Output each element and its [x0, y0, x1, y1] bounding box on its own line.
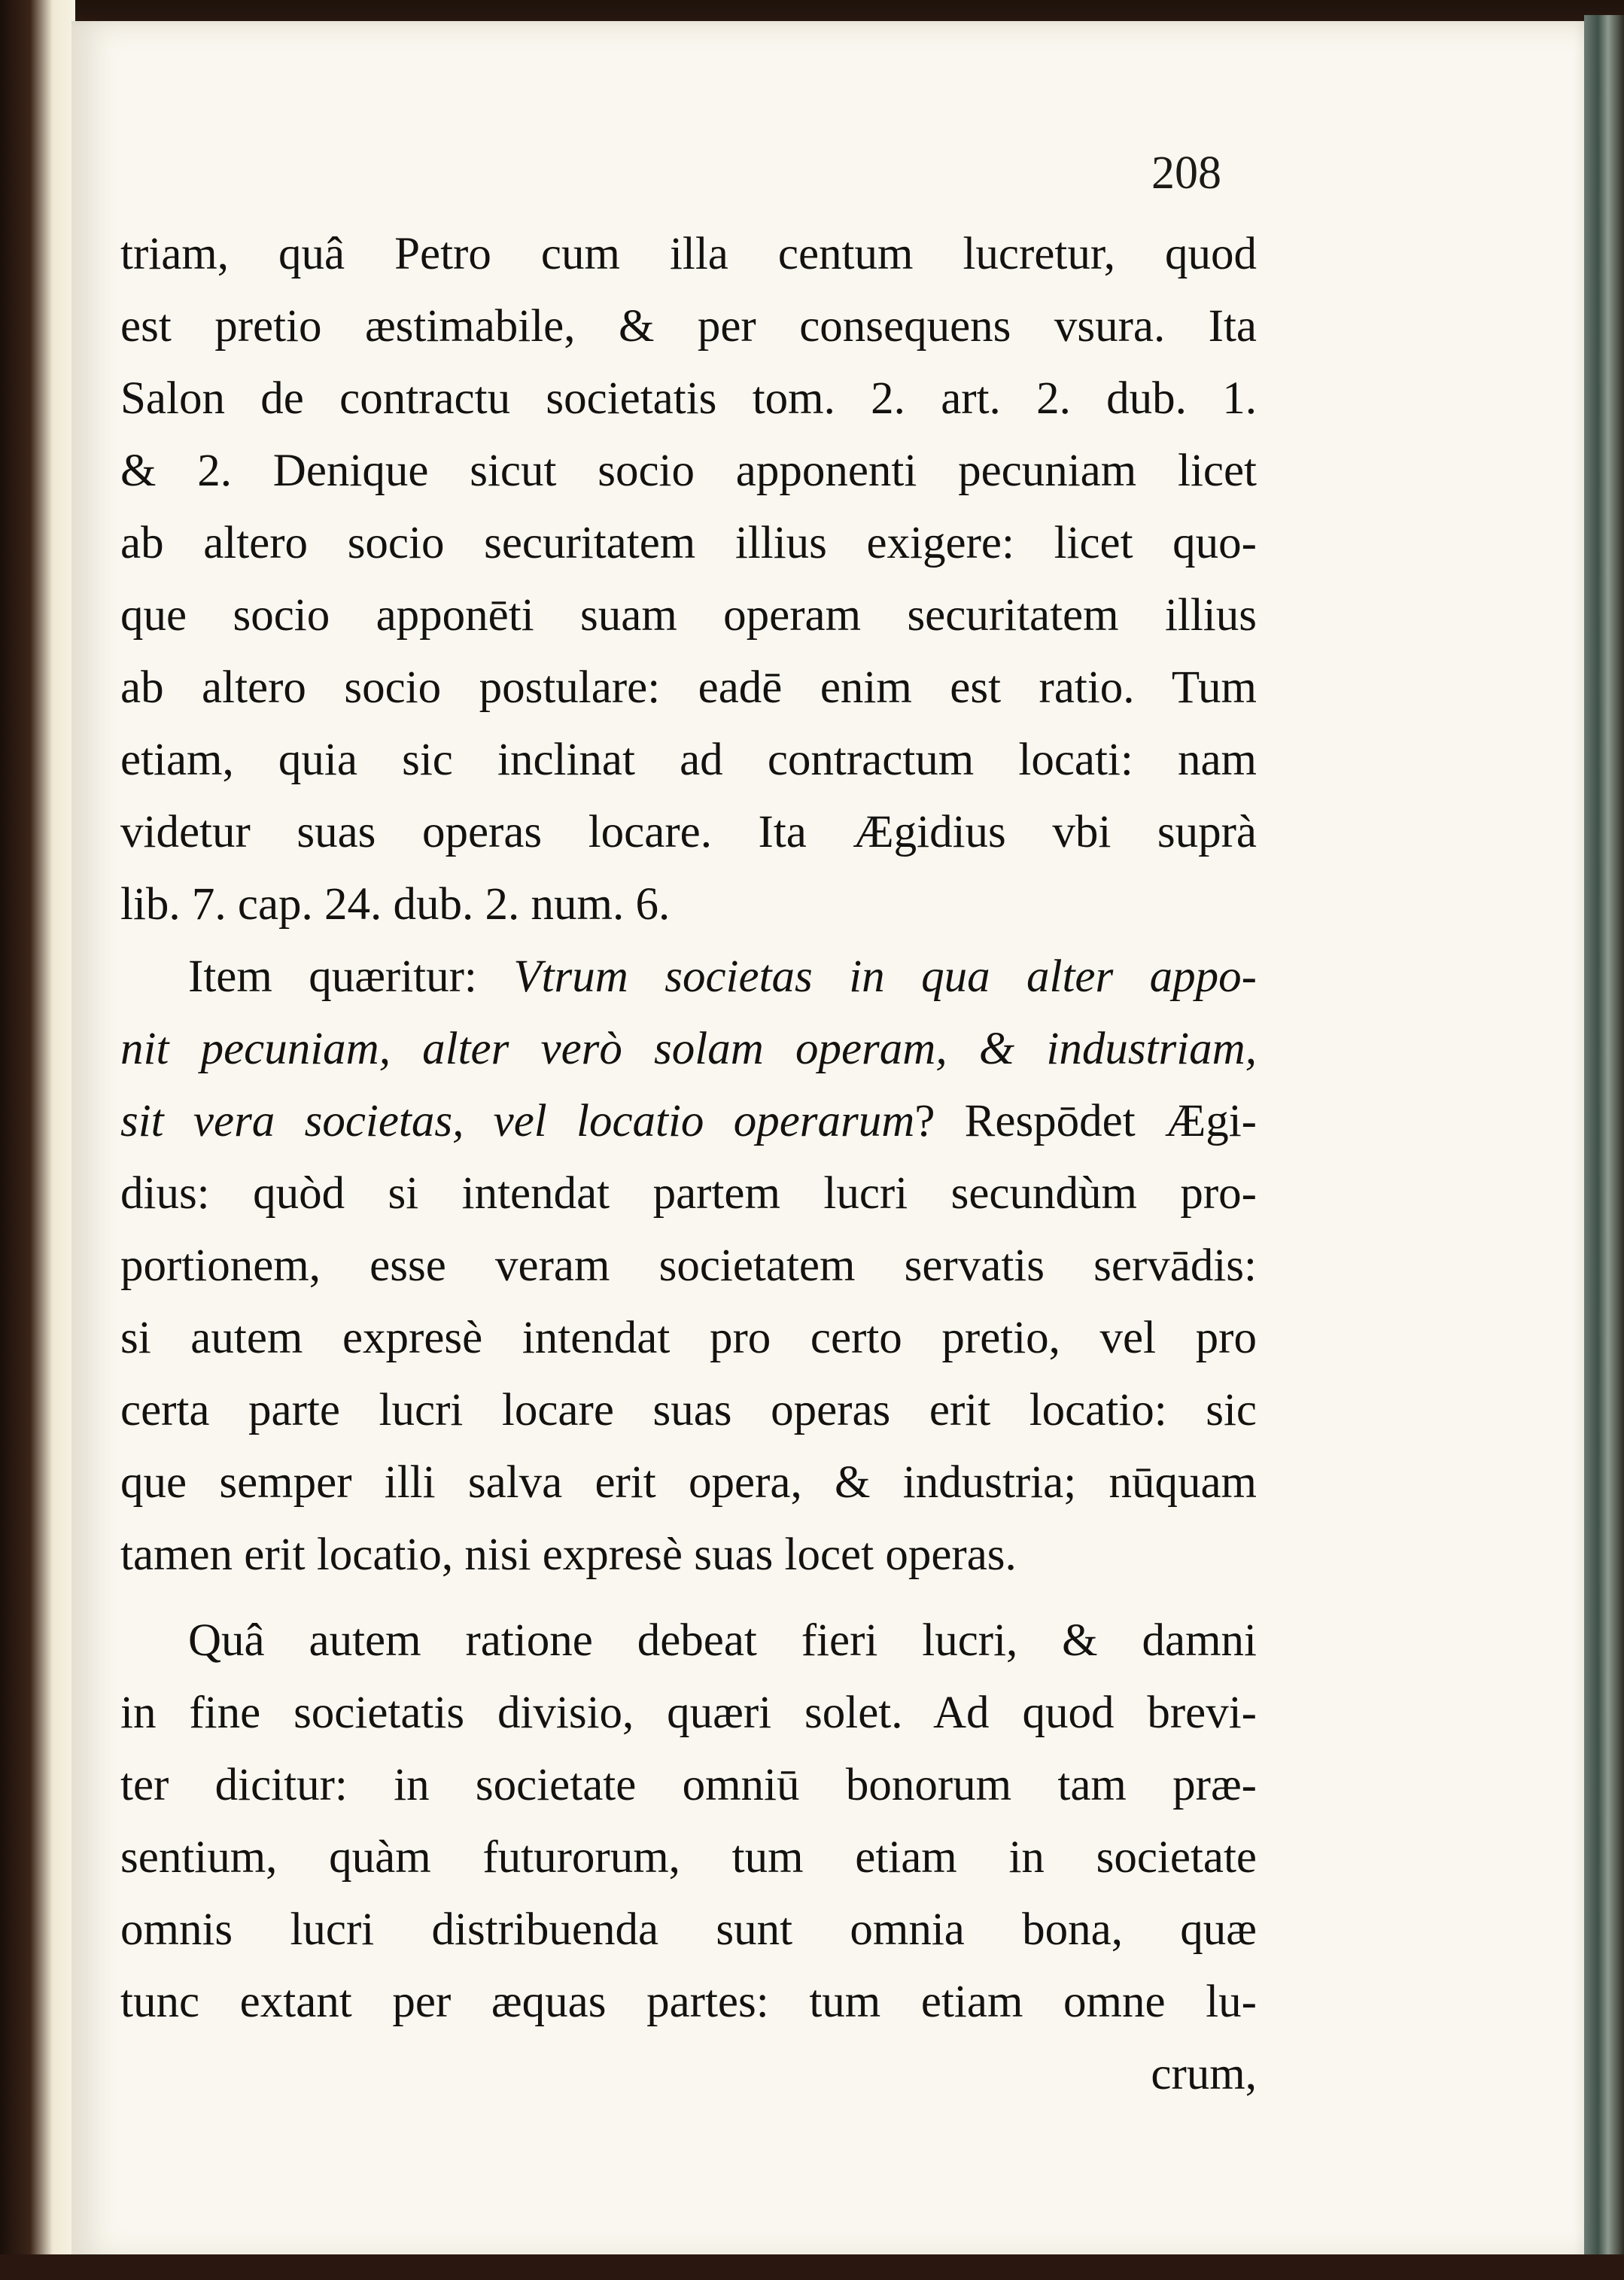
text-line: Quâ autem ratione debeat fieri lucri, & damni	[188, 1615, 1257, 1666]
text-line: videtur suas operas locare. Ita Ægidius vbi suprà	[120, 807, 1257, 857]
text-line	[120, 1013, 1257, 1085]
text-line: ab altero socio postulare: eadē enim est ratio. Tum	[120, 662, 1257, 713]
text-line: dius: quòd si intendat partem lucri secundùm pro-	[120, 1168, 1257, 1219]
text-roman: ? Respōdet Ægi-	[914, 1096, 1257, 1146]
page-number: 208	[1151, 148, 1221, 199]
text-line: ter dicitur: in societate omniū bonorum tam præ-	[120, 1760, 1257, 1810]
text-line: tamen erit locatio, nisi expresè suas locet operas.	[120, 1530, 1017, 1580]
page-text	[120, 218, 1257, 2111]
book-bottom-shadow	[0, 2254, 1624, 2280]
text-italic: Vtrum societas in qua alter appo-	[513, 951, 1257, 1002]
catchword: crum,	[1151, 2049, 1257, 2099]
text-roman: Item quæritur:	[188, 951, 514, 1002]
text-italic: nit pecuniam, alter verò solam operam, & industriam,	[120, 1024, 1257, 1074]
text-line: ab altero socio securitatem illius exigere: licet quo-	[120, 518, 1257, 568]
text-line: portionem, esse veram societatem servatis servādis:	[120, 1240, 1257, 1291]
text-line: lib. 7. cap. 24. dub. 2. num. 6.	[120, 879, 671, 930]
text-line: etiam, quia sic inclinat ad contractum locati: nam	[120, 735, 1257, 785]
text-line: triam, quâ Petro cum illa centum lucretur, quod	[120, 229, 1257, 279]
text-line: in fine societatis divisio, quæri solet. Ad quod brevi-	[120, 1688, 1257, 1738]
text-line: Salon de contractu societatis tom. 2. art. 2. dub. 1.	[120, 373, 1257, 424]
text-italic: sit vera societas, vel locatio operarum	[120, 1096, 915, 1146]
text-line: si autem expresè intendat pro certo pretio, vel pro	[120, 1313, 1257, 1363]
text-line: que socio apponēti suam operam securitatem illius	[120, 590, 1257, 641]
text-line: sentium, quàm futurorum, tum etiam in societate	[120, 1832, 1257, 1883]
text-line	[120, 1085, 1257, 1158]
text-line: certa parte lucri locare suas operas erit locatio: sic	[120, 1385, 1257, 1435]
paragraph-gap	[120, 1591, 1257, 1605]
book-page-edge	[1584, 15, 1624, 2273]
text-line: omnis lucri distribuenda sunt omnia bona, quæ	[120, 1904, 1257, 1955]
text-line: tunc extant per æquas partes: tum etiam omne lu-	[120, 1977, 1257, 2027]
text-line: est pretio æstimabile, & per consequens vsura. Ita	[120, 301, 1257, 352]
text-line: & 2. Denique sicut socio apponenti pecuniam licet	[120, 446, 1257, 496]
text-line: que semper illi salva erit opera, & industria; nūquam	[120, 1457, 1257, 1508]
book-binding	[0, 0, 75, 2280]
text-line	[120, 941, 1257, 1013]
